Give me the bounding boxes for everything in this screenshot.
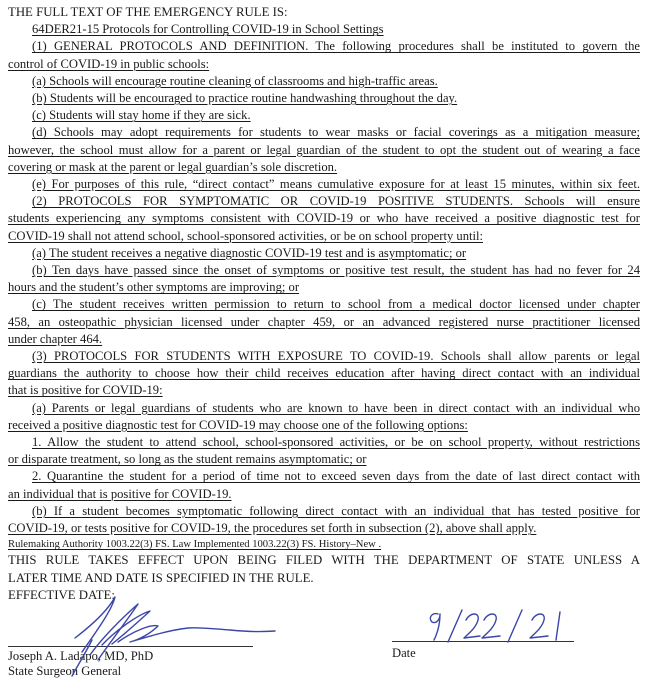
rule-text-line	[8, 142, 640, 159]
rule-text-line	[8, 382, 640, 399]
rule-text-line	[8, 365, 640, 382]
rulemaking-authority	[8, 537, 640, 552]
signer-title: State Surgeon General	[8, 664, 122, 678]
rule-title-text: 64DER21-15 Protocols for Controlling COVID-19 in School Settings	[32, 22, 384, 37]
rulemaking-authority-text: Rulemaking Authority 1003.22(3) FS. Law Implemented 1003.22(3) FS. History–New .	[8, 539, 382, 551]
rule-text-line	[8, 262, 640, 279]
rule-text-line	[8, 468, 640, 485]
rule-text-line	[8, 245, 640, 262]
rule-text-line	[8, 417, 640, 434]
rule-text-line-content: COVID-19, or tests positive for COVID-19, the procedures set forth in subsection (2), above shall apply.	[8, 521, 537, 536]
rule-text-line-content: (1) GENERAL PROTOCOLS AND DEFINITION. The following procedures shall be instituted to govern the	[32, 39, 640, 54]
rule-text-line-content: an individual that is positive for COVID-19.	[8, 486, 232, 501]
rule-text-line	[8, 90, 640, 107]
rule-text-line-content: 1. Allow the student to attend school, school-sponsored activities, or be on school property, without restrictions	[32, 435, 640, 450]
rule-title	[8, 21, 640, 38]
rule-text-line-content: covering or mask at the parent or legal guardian’s sole discretion.	[8, 159, 338, 174]
signature-line	[8, 646, 253, 647]
rule-text-line	[8, 503, 640, 520]
rule-text-line	[8, 520, 640, 537]
date-label: Date	[392, 646, 416, 660]
rule-text-line-content: control of COVID-19 in public schools:	[8, 56, 210, 71]
rule-text-line	[8, 314, 640, 331]
signer-name: Joseph A. Ladapo, MD, PhD	[8, 649, 154, 663]
effect-statement-line-1: THIS RULE TAKES EFFECT UPON BEING FILED WITH THE DEPARTMENT OF STATE UNLESS A	[8, 553, 640, 568]
rule-text-line	[8, 193, 640, 210]
rule-text-line-content: under chapter 464.	[8, 331, 103, 346]
effective-date-label: EFFECTIVE DATE:	[8, 587, 115, 602]
rule-text-line	[8, 73, 640, 90]
rule-text-line-content: (a) Schools will encourage routine cleaning of classrooms and high-traffic areas.	[32, 73, 438, 88]
rule-text-line	[8, 451, 640, 468]
rule-text-line	[8, 228, 640, 245]
rule-body	[8, 38, 640, 537]
date-line	[392, 641, 574, 642]
rule-text-line-content: or disparate treatment, so long as the student remains asymptomatic; or	[8, 452, 367, 467]
rule-text-line-content: (e) For purposes of this rule, “direct contact” means cumulative exposure for at least 15 minutes, within six feet.	[32, 177, 640, 192]
rule-text-line	[8, 296, 640, 313]
rule-text-line	[8, 124, 640, 141]
rule-text-line-content: (d) Schools may adopt requirements for students to wear masks or facial coverings as a mitigation measure;	[32, 125, 640, 140]
rule-text-line-content: received a positive diagnostic test for COVID-19 may choose one of the following options:	[8, 417, 468, 432]
rule-text-line-content: 2. Quarantine the student for a period of time not to exceed seven days from the date of last direct contact with	[32, 469, 640, 484]
rule-text-line-content: however, the school must allow for a parent or legal guardian of the student to opt the student out of wearing a face	[8, 142, 640, 157]
document-page	[8, 4, 640, 604]
rule-text-line	[8, 38, 640, 55]
rule-text-line-content: students experiencing any symptoms consistent with COVID-19 or who have received a positive diagnostic test for	[8, 211, 640, 226]
rule-text-line	[8, 107, 640, 124]
rule-text-line	[8, 348, 640, 365]
rule-text-line-content: COVID-19 shall not attend school, school-sponsored activities, or be on school property until:	[8, 228, 483, 243]
rule-text-line-content: (b) If a student becomes symptomatic following direct contact with an individual that has tested positive for	[32, 503, 640, 518]
rule-text-line-content: (a) The student receives a negative diagnostic COVID-19 test and is asymptomatic; or	[32, 245, 467, 260]
rule-text-line-content: guardians the authority to choose how their child receives education after having direct contact with an individual	[8, 366, 640, 381]
rule-text-line-content: that is positive for COVID-19:	[8, 383, 163, 398]
rule-text-line	[8, 56, 640, 73]
rule-text-line	[8, 159, 640, 176]
rule-text-line-content: (2) PROTOCOLS FOR SYMPTOMATIC OR COVID-19 POSITIVE STUDENTS. Schools will ensure	[32, 194, 640, 209]
intro-heading: THE FULL TEXT OF THE EMERGENCY RULE IS:	[8, 5, 288, 19]
rule-text-line	[8, 434, 640, 451]
rule-text-line-content: (c) The student receives written permission to return to school from a medical doctor licensed under chapter	[32, 297, 640, 312]
rule-text-line-content: (c) Students will stay home if they are sick.	[32, 108, 251, 123]
rule-text-line-content: (a) Parents or legal guardians of students who are known to have been in direct contact with an individual who	[32, 400, 640, 415]
rule-text-line	[8, 176, 640, 193]
rule-text-line-content: hours and the student’s other symptoms are improving; or	[8, 280, 300, 295]
rule-text-line	[8, 210, 640, 227]
rule-text-line	[8, 331, 640, 348]
rule-text-line-content: 458, an osteopathic physician licensed under chapter 459, or an advanced registered nurse practitioner licensed	[8, 314, 640, 329]
effect-statement-line-2: LATER TIME AND DATE IS SPECIFIED IN THE RULE.	[8, 570, 314, 585]
rule-text-line-content: (b) Students will be encouraged to practice routine handwashing throughout the day.	[32, 91, 458, 106]
rule-text-line	[8, 400, 640, 417]
rule-text-line	[8, 486, 640, 503]
rule-text-line	[8, 279, 640, 296]
rule-text-line-content: (3) PROTOCOLS FOR STUDENTS WITH EXPOSURE TO COVID-19. Schools shall allow parents or legal	[32, 349, 640, 364]
rule-text-line-content: (b) Ten days have passed since the onset of symptoms or positive test result, the student has had no fever for 24	[32, 263, 640, 278]
